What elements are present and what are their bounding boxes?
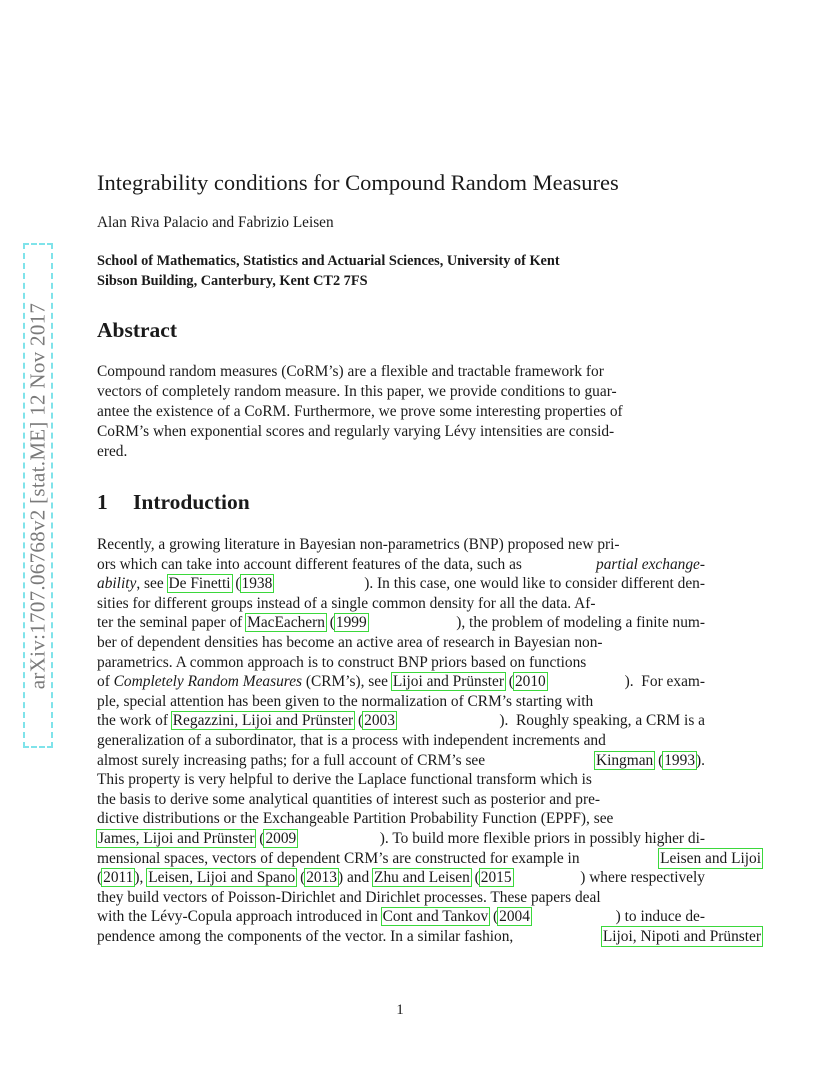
citation-year[interactable]: 1938 <box>241 575 273 593</box>
body-line <box>97 555 705 575</box>
citation-cont-tankov[interactable]: Cont and Tankov <box>382 908 489 926</box>
citation-year[interactable]: 2003 <box>364 712 395 730</box>
text: the work of <box>97 712 172 730</box>
abstract-line: Compound random measures (CoRM’s) are a flexible and tractable framework for <box>97 363 604 380</box>
body-line: ability, see De Finetti (1938 ). In this case, one would like to consider different den- <box>97 575 705 593</box>
text: of <box>97 673 114 691</box>
citation-year[interactable]: 2004 <box>499 908 530 926</box>
section-title: Introduction <box>133 490 250 514</box>
citation-kingman[interactable]: Kingman <box>595 751 654 769</box>
body-line: ber of dependent densities has become an active area of research in Bayesian non- <box>97 633 603 651</box>
citation-year[interactable]: 2010 <box>514 673 546 691</box>
text: with the Lévy-Copula approach introduced in <box>97 908 382 926</box>
text: , see <box>136 575 168 593</box>
citation-leisen-lijoi[interactable]: Leisen and Lijoi <box>660 849 761 867</box>
citation-leisen-lijoi-spano[interactable]: Leisen, Lijoi and Spano <box>148 869 296 887</box>
text-italic: ability <box>97 575 137 593</box>
paper-authors: Alan Riva Palacio and Fabrizio Leisen <box>97 214 334 231</box>
affiliation-line-1: School of Mathematics, Statistics and Actuarial Sciences, University of Kent <box>97 253 560 269</box>
body-line: sities for different groups instead of a single common density for all the data. Af- <box>97 594 596 612</box>
section-number: 1 <box>97 490 108 514</box>
citation-year[interactable]: 2015 <box>480 869 512 887</box>
abstract-line: ered. <box>97 443 128 460</box>
body-line: they build vectors of Poisson-Dirichlet and Dirichlet processes. These papers deal <box>97 888 601 906</box>
body-line: with the Lévy-Copula approach introduced in Cont and Tankov (2004 ) to induce de- <box>97 908 705 926</box>
citation-lijoi-nipoti-prunster[interactable]: Lijoi, Nipoti and Prünster <box>602 927 761 945</box>
affiliation <box>97 251 560 291</box>
body-line: dictive distributions or the Exchangeable Partition Probability Function (EPPF), see <box>97 810 614 828</box>
arxiv-identifier: arXiv:1707.06768v2 [stat.ME] 12 Nov 2017 <box>25 302 50 689</box>
page-number: 1 <box>396 1002 404 1018</box>
body-line: the work of Regazzini, Lijoi and Prünster (2003 ). Roughly speaking, a CRM is a <box>97 712 705 730</box>
citation-lijoi-prunster[interactable]: Lijoi and Prünster <box>392 673 504 691</box>
abstract-line: vectors of completely random measure. In this paper, we provide conditions to guar- <box>97 383 617 400</box>
citation-regazzini[interactable]: Regazzini, Lijoi and Prünster <box>172 712 354 730</box>
text-italic: Completely Random Measures <box>113 673 303 691</box>
text: ), the problem of modeling a finite num- <box>456 614 705 632</box>
citation-year[interactable]: 2011 <box>103 869 134 887</box>
citation-de-finetti[interactable]: De Finetti <box>168 575 231 593</box>
text: almost surely increasing paths; for a full account of CRM’s see <box>97 751 489 769</box>
text: ). Roughly speaking, a CRM is a <box>499 712 705 730</box>
body-line <box>97 927 762 947</box>
text: ). <box>696 751 705 769</box>
text: (CRM’s), see <box>302 673 392 691</box>
body-line: ple, special attention has been given to the normalization of CRM’s starting with <box>97 692 594 710</box>
body-line: almost surely increasing paths; for a full account of CRM’s see Kingman (1993). <box>97 751 705 769</box>
arxiv-stamp[interactable] <box>23 243 53 748</box>
introduction-body <box>97 535 762 946</box>
body-line: ter the seminal paper of MacEachern (1999 ), the problem of modeling a finite num- <box>97 614 705 632</box>
body-line <box>97 849 762 869</box>
body-line: James, Lijoi and Prünster (2009 ). To build more flexible priors in possibly higher di- <box>98 829 705 847</box>
text-italic: partial exchange- <box>596 555 705 573</box>
text: ), <box>134 869 148 887</box>
body-line: (2011), Leisen, Lijoi and Spano (2013) and Zhu and Leisen (2015 ) where respectively <box>97 869 705 887</box>
text: ) and <box>338 869 374 887</box>
body-line: of Completely Random Measures (CRM’s), see Lijoi and Prünster (2010 ). For exam- <box>97 673 705 691</box>
text: ). For exam- <box>624 673 705 691</box>
affiliation-line-2: Sibson Building, Canterbury, Kent CT2 7FS <box>97 273 368 289</box>
abstract-heading: Abstract <box>97 318 178 342</box>
body-line: parametrics. A common approach is to construct BNP priors based on functions <box>97 653 587 671</box>
text: ter the seminal paper of <box>97 614 247 632</box>
citation-james[interactable]: James, Lijoi and Prünster <box>98 829 255 847</box>
paper-title: Integrability conditions for Compound Random Measures <box>97 170 619 195</box>
citation-zhu-leisen[interactable]: Zhu and Leisen <box>374 869 470 887</box>
text: ) to induce de- <box>615 908 705 926</box>
citation-year[interactable]: 1999 <box>335 614 367 632</box>
abstract-text <box>97 362 705 462</box>
body-line: This property is very helpful to derive the Laplace functional transform which is <box>97 771 592 789</box>
body-line: generalization of a subordinator, that is a process with independent increments and <box>97 731 606 749</box>
text: mensional spaces, vectors of dependent CRM’s are constructed for example in <box>97 849 584 867</box>
abstract-line: CoRM’s when exponential scores and regularly varying Lévy intensities are consid- <box>97 423 615 440</box>
text: ) where respectively <box>580 869 705 887</box>
text: ). In this case, one would like to consider different den- <box>364 575 705 593</box>
text: pendence among the components of the vector. In a similar fashion, <box>97 927 518 945</box>
citation-year[interactable]: 2009 <box>265 829 297 847</box>
section-heading-introduction <box>97 490 250 515</box>
text: ors which can take into account different features of the data, such as <box>97 555 526 573</box>
text: ). To build more flexible priors in possibly higher di- <box>379 829 705 847</box>
body-line: Recently, a growing literature in Bayesian non-parametrics (BNP) proposed new pri- <box>97 536 620 553</box>
citation-year[interactable]: 2013 <box>306 869 337 887</box>
citation-year[interactable]: 1993 <box>664 751 696 769</box>
body-line: the basis to derive some analytical quantities of interest such as posterior and pre- <box>97 790 601 808</box>
abstract-line: antee the existence of a CoRM. Furthermore, we prove some interesting properties of <box>97 403 623 420</box>
citation-maceachern[interactable]: MacEachern <box>247 614 325 632</box>
